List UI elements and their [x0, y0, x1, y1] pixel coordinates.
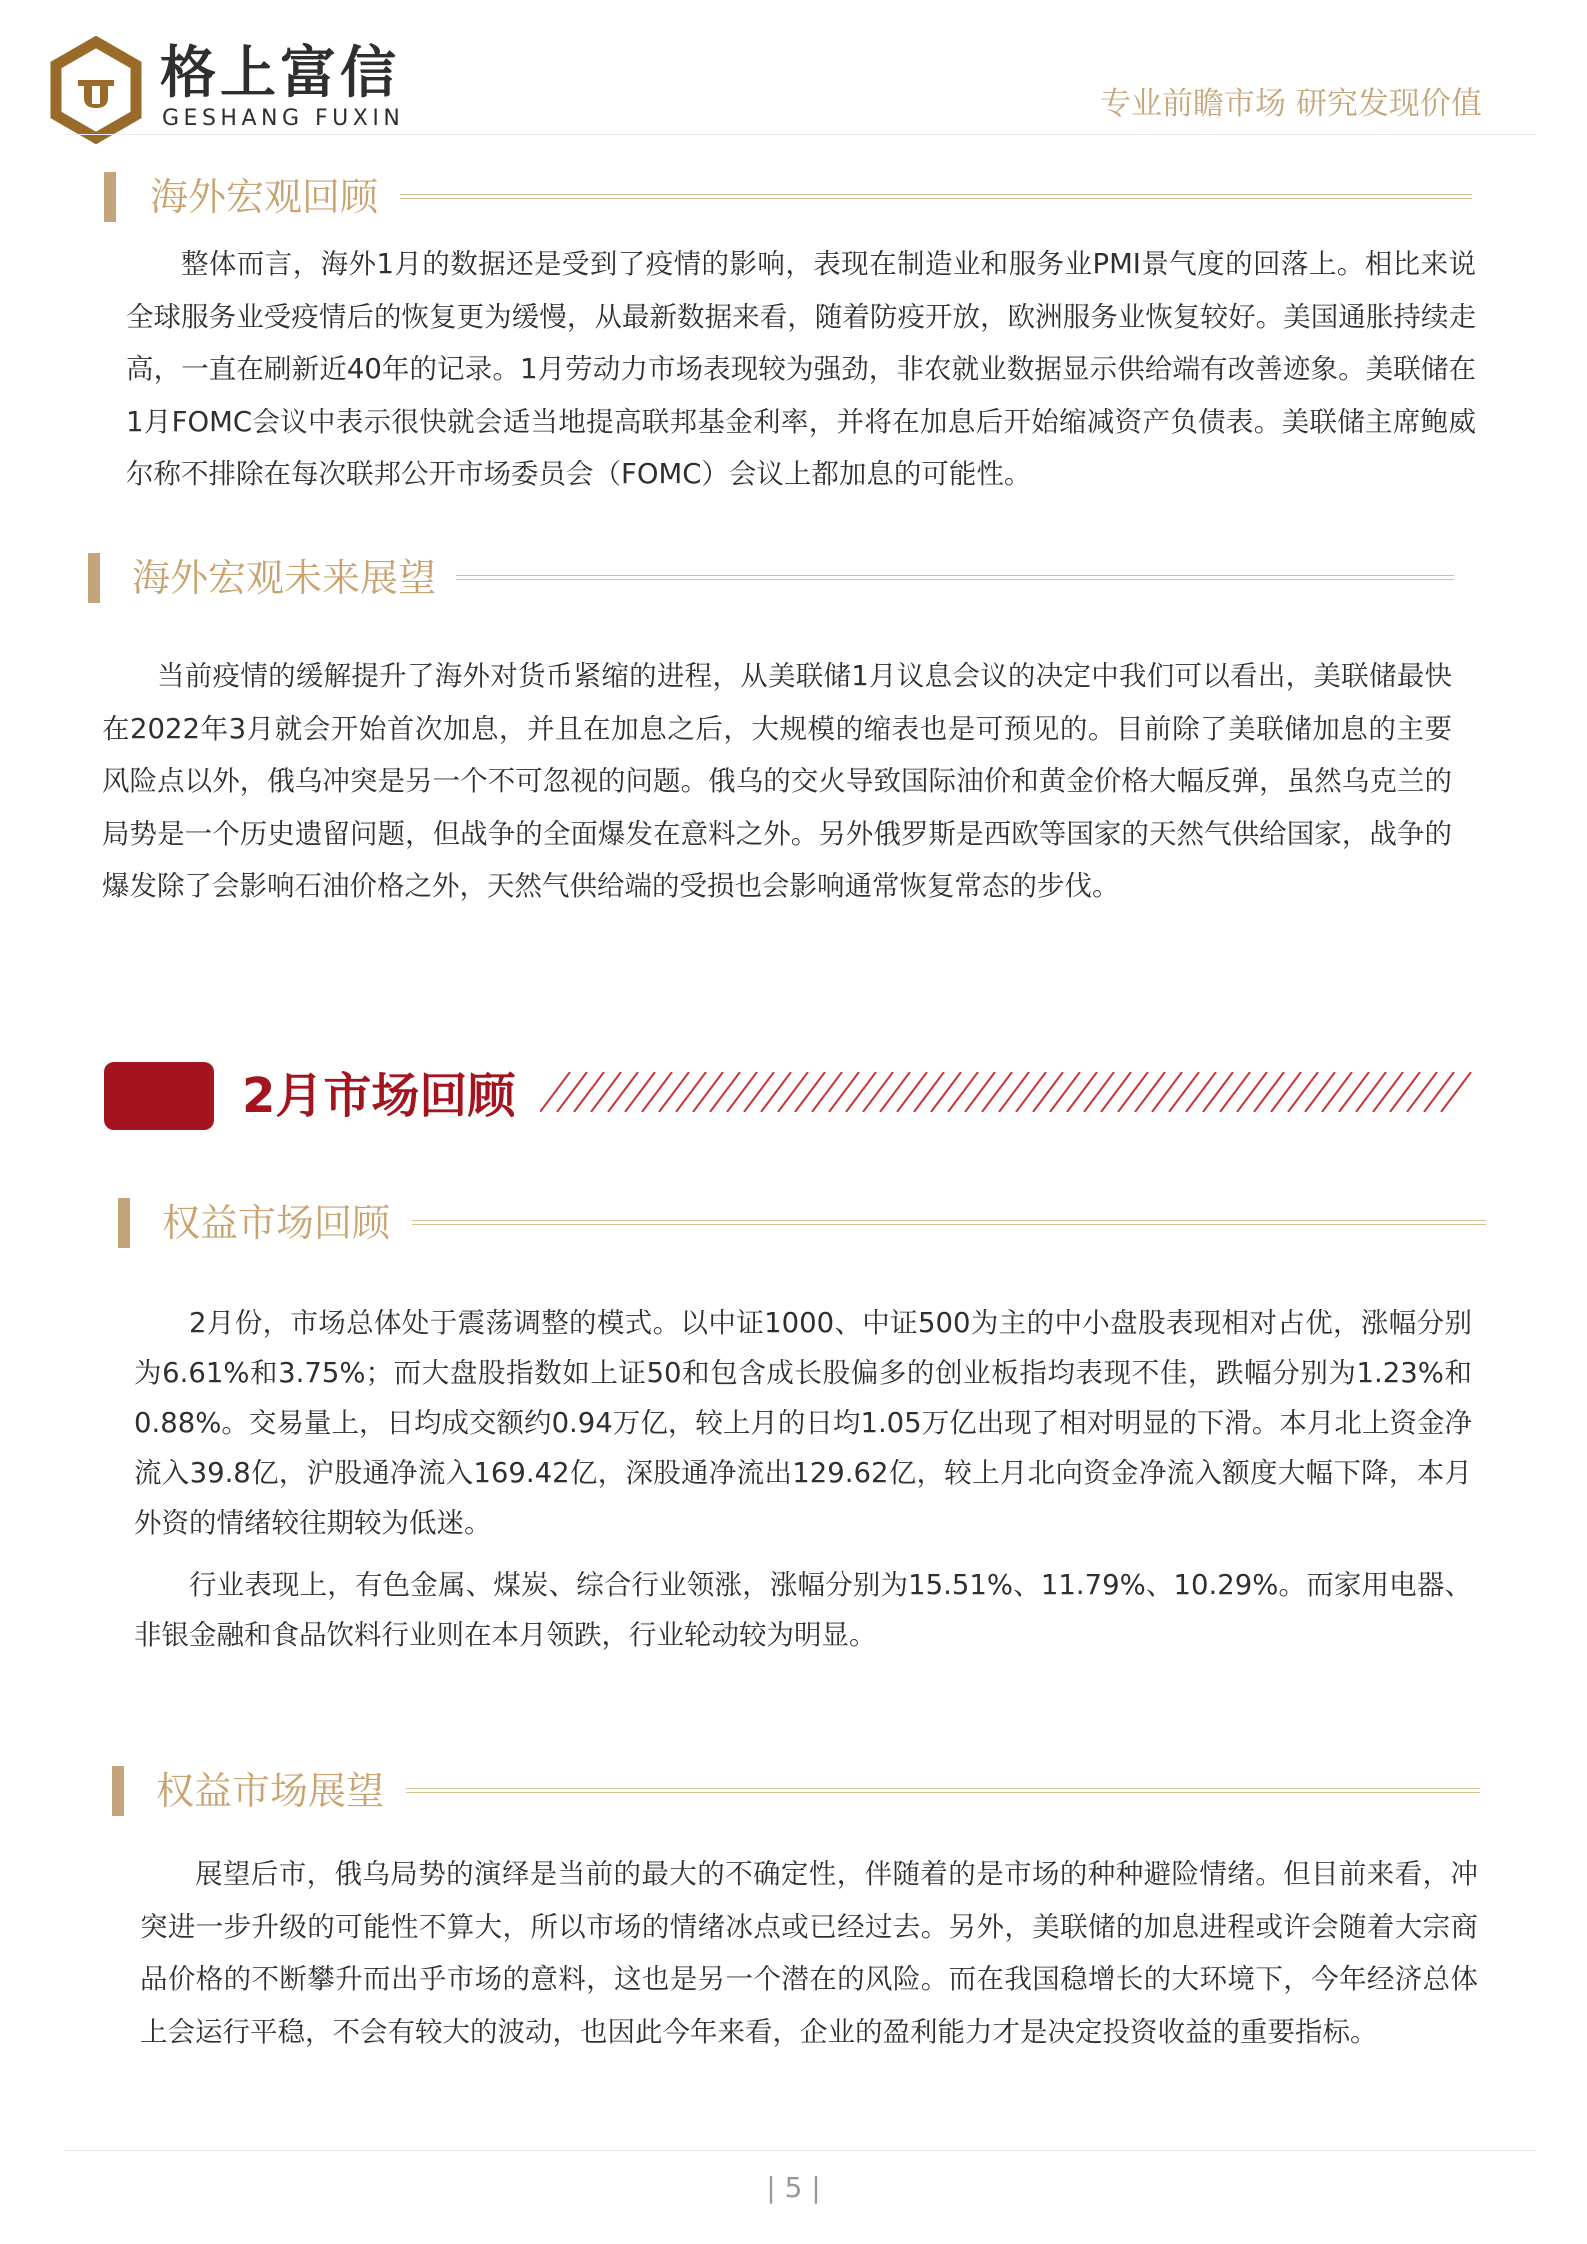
header-divider	[64, 134, 1536, 135]
section-body	[102, 650, 1452, 913]
paragraph: 展望后市，俄乌局势的演绎是当前的最大的不确定性，伴随着的是市场的种种避险情绪。但目前来看，冲突进一步升级的可能性不算大，所以市场的情绪冰点或已经过去。另外，美联储的加息进程或许会随着大宗商品价格的不断攀升而出乎市场的意料，这也是另一个潜在的风险。而在我国稳增长的大环境下，今年经济总体上会运行平稳，不会有较大的波动，也因此今年来看，企业的盈利能力才是决定投资收益的重要指标。	[140, 1858, 1478, 2048]
section-marker	[118, 1198, 130, 1248]
hexagon-logo-icon	[48, 36, 144, 144]
section-rule	[412, 1220, 1486, 1225]
page-number: | 5 |	[766, 2171, 821, 2204]
paragraph: 2月份，市场总体处于震荡调整的模式。以中证1000、中证500为主的中小盘股表现相对占优，涨幅分别为6.61%和3.75%；而大盘股指数如上证50和包含成长股偏多的创业板指均表现不佳，跌幅分别为1.23%和0.88%。交易量上，日均成交额约0.94万亿，较上月的日均1.05万亿出现了相对明显的下滑。本月北上资金净流入39.8亿，沪股通净流入169.42亿，深股通净流出129.62亿，较上月北向资金净流入额度大幅下降，本月外资的情绪较往期较为低迷。	[134, 1307, 1472, 1539]
chapter-title: 2月市场回顾	[242, 1068, 516, 1124]
chapter-marker	[104, 1062, 214, 1130]
section-rule	[400, 194, 1472, 199]
section-body	[140, 1848, 1478, 2058]
header-slogan: 专业前瞻市场 研究发现价值	[1100, 86, 1482, 122]
section-title: 权益市场回顾	[162, 1201, 391, 1245]
brand-name-english: GESHANG FUXIN	[162, 106, 405, 131]
paragraph: 当前疫情的缓解提升了海外对货币紧缩的进程，从美联储1月议息会议的决定中我们可以看出，美联储最快在2022年3月就会开始首次加息，并且在加息之后，大规模的缩表也是可预见的。目前除了美联储加息的主要风险点以外，俄乌冲突是另一个不可忽视的问题。俄乌的交火导致国际油价和黄金价格大幅反弹，虽然乌克兰的局势是一个历史遗留问题，但战争的全面爆发在意料之外。另外俄罗斯是西欧等国家的天然气供给国家，战争的爆发除了会影响石油价格之外，天然气供给端的受损也会影响通常恢复常态的步伐。	[102, 660, 1452, 902]
chapter-stripes	[540, 1072, 1476, 1112]
paragraph: 行业表现上，有色金属、煤炭、综合行业领涨，涨幅分别为15.51%、11.79%、10.29%。而家用电器、非银金融和食品饮料行业则在本月领跌，行业轮动较为明显。	[134, 1569, 1472, 1651]
section-marker	[88, 553, 100, 603]
section-marker	[112, 1766, 124, 1816]
section-title: 海外宏观未来展望	[132, 556, 437, 600]
brand-name: 格上富信	[160, 41, 400, 106]
section-rule	[456, 575, 1454, 580]
footer-divider	[64, 2150, 1536, 2151]
section-marker	[104, 172, 116, 222]
section-title: 权益市场展望	[156, 1769, 385, 1813]
section-title: 海外宏观回顾	[150, 175, 379, 219]
section-rule	[406, 1788, 1480, 1793]
section-body	[134, 1298, 1472, 1660]
paragraph: 整体而言，海外1月的数据还是受到了疫情的影响，表现在制造业和服务业PMI景气度的回落上。相比来说全球服务业受疫情后的恢复更为缓慢，从最新数据来看，随着防疫开放，欧洲服务业恢复较好。美国通胀持续走高，一直在刷新近40年的记录。1月劳动力市场表现较为强劲，非农就业数据显示供给端有改善迹象。美联储在1月FOMC会议中表示很快就会适当地提高联邦基金利率，并将在加息后开始缩减资产负债表。美联储主席鲍威尔称不排除在每次联邦公开市场委员会（FOMC）会议上都加息的可能性。	[126, 248, 1476, 490]
section-body	[126, 238, 1476, 501]
